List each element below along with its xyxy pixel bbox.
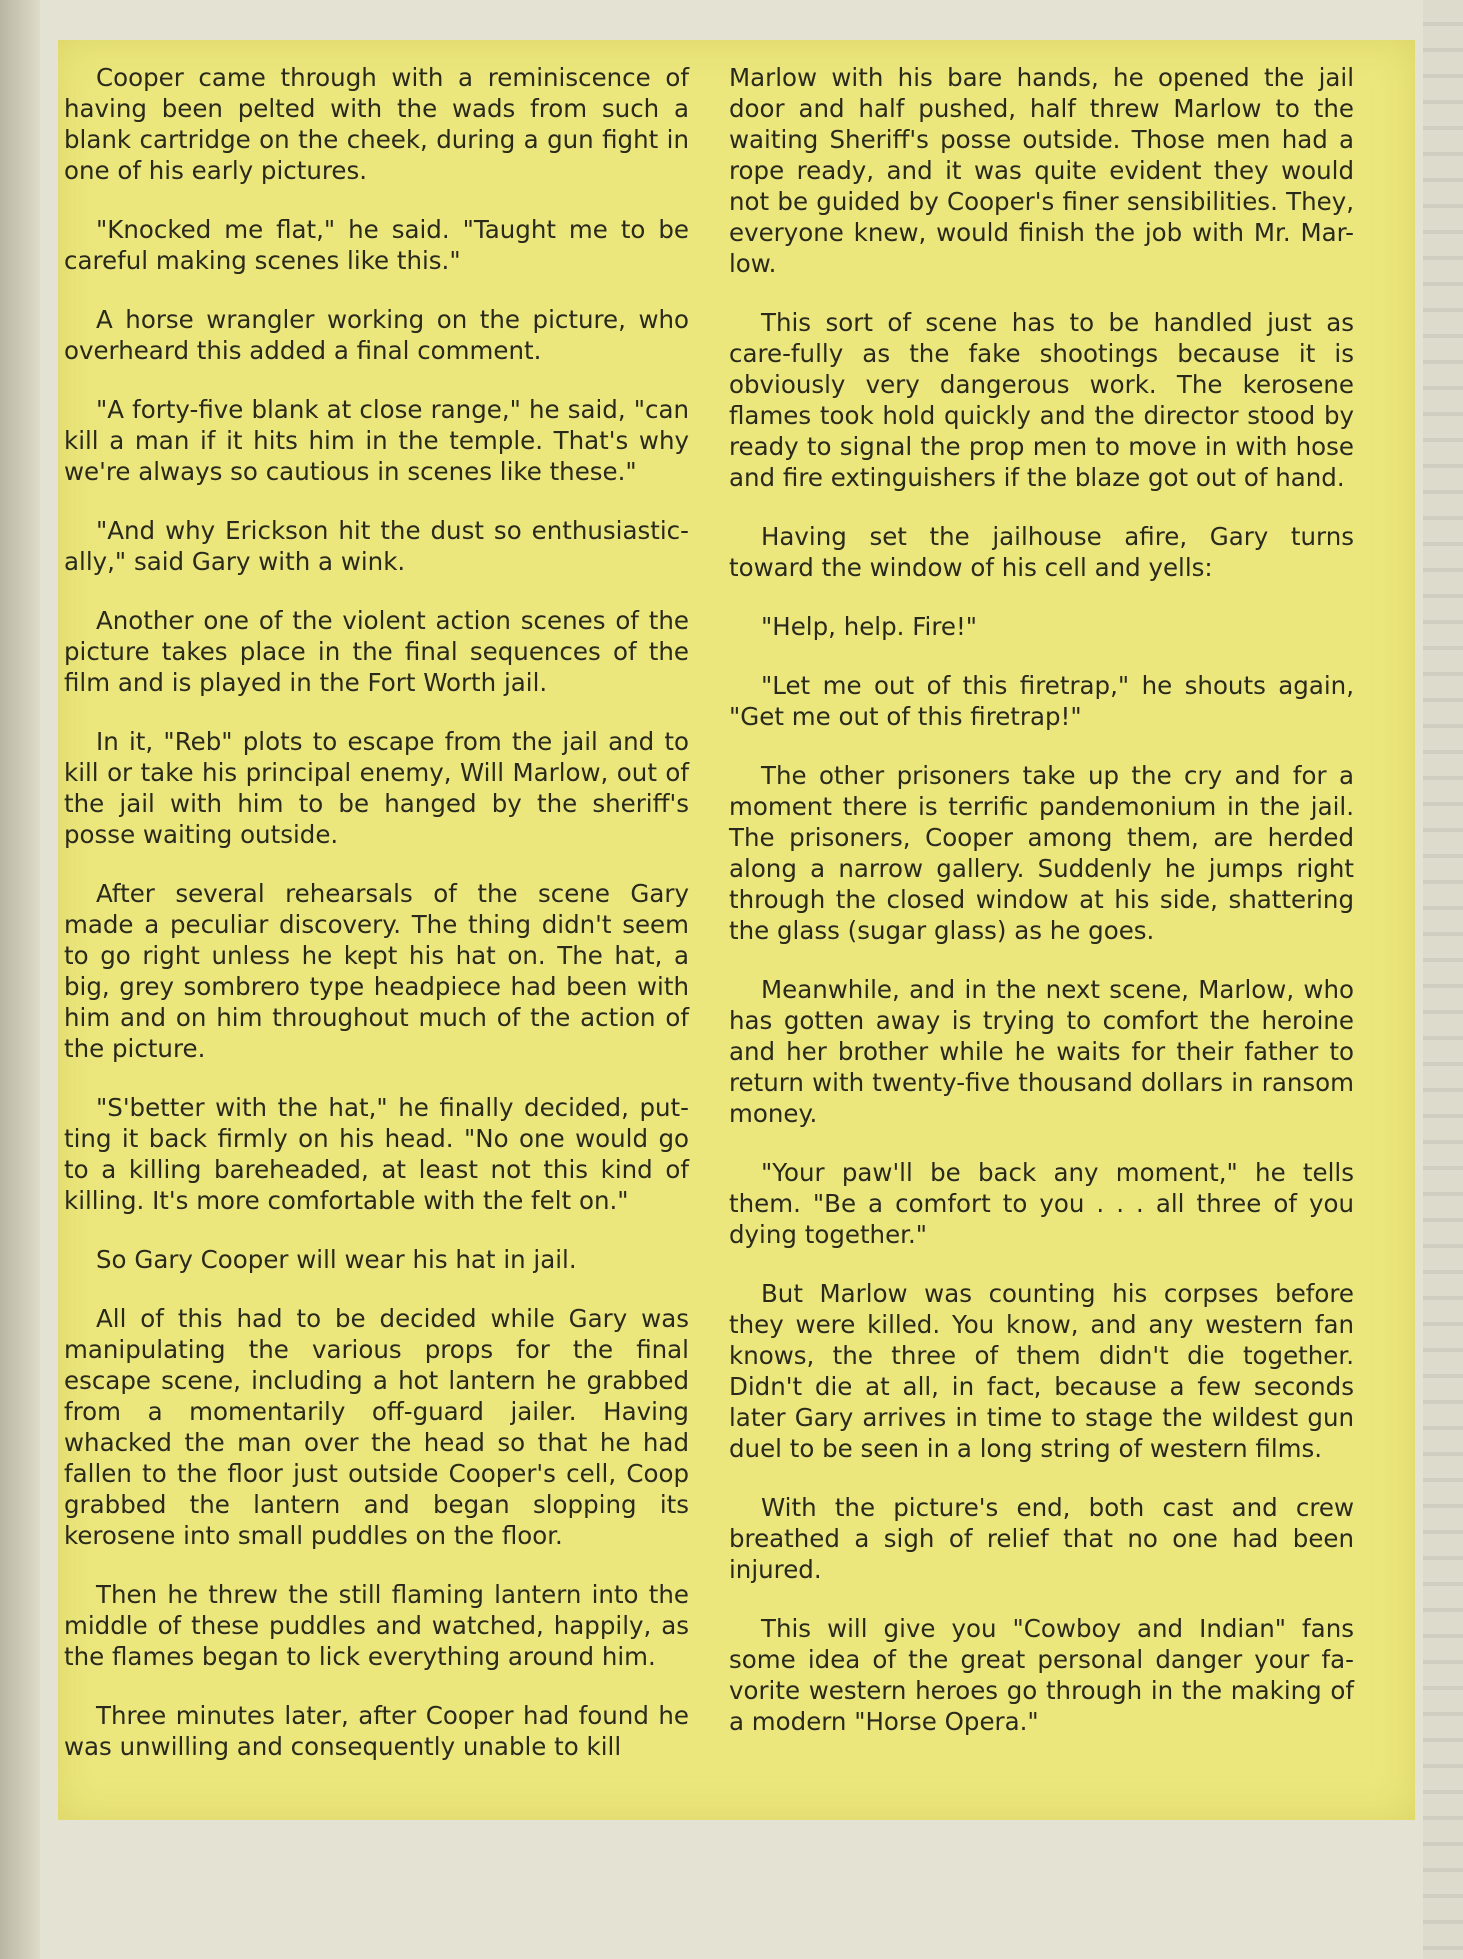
paragraph: "A forty-five blank at close range," he said, "can kill a man if it hits him in the temple. That's why we're always so cautious in scenes like these." bbox=[64, 395, 689, 486]
paragraph: Cooper came through with a reminiscence of having been pelted with the wads from such a blank cartridge on the cheek, during a gun fight in one of his early pictures. bbox=[64, 63, 689, 185]
paragraph: "And why Erickson hit the dust so enthusiastic-ally," said Gary with a wink. bbox=[64, 516, 689, 576]
paragraph: But Marlow was counting his corpses before they were killed. You know, and any western fan knows, the three of them didn't die together. Didn't die at all, in fact, because a few seconds later Gary arrives in time to stage the wildest gun duel to be seen in a long string of western films. bbox=[729, 1279, 1354, 1463]
paragraph: "Knocked me flat," he said. "Taught me to be careful making scenes like this." bbox=[64, 215, 689, 275]
paragraph: Then he threw the still flaming lantern into the middle of these puddles and watched, happily, as the flames began to lick everything around him. bbox=[64, 1580, 689, 1671]
paragraph: Having set the jailhouse afire, Gary turns toward the window of his cell and yells: bbox=[729, 522, 1354, 582]
article-column-left bbox=[64, 62, 689, 1790]
paragraph: "Your paw'll be back any moment," he tells them. "Be a comfort to you . . . all three of you dying together." bbox=[729, 1158, 1354, 1249]
article-column-right bbox=[729, 62, 1354, 1765]
paragraph: All of this had to be decided while Gary was manipulating the various props for the final escape scene, including a hot lantern he grabbed from a momentarily off-guard jailer. Having whacked the man over the head so that he had fallen to the floor just outside Cooper's cell, Coop grabbed the lantern and began slopping its kerosene into small puddles on the floor. bbox=[64, 1304, 689, 1550]
paragraph: So Gary Cooper will wear his hat in jail. bbox=[96, 1245, 577, 1274]
paragraph: With the picture's end, both cast and crew breathed a sigh of relief that no one had been injured. bbox=[729, 1493, 1354, 1584]
paragraph: In it, "Reb" plots to escape from the jail and to kill or take his principal enemy, Will Marlow, out of the jail with him to be hanged by the sheriff's posse waiting outside. bbox=[64, 727, 689, 849]
paragraph: "S'better with the hat," he finally decided, put-ting it back firmly on his head. "No one would go to a killing bareheaded, at least not this kind of killing. It's more comfortable with the felt on." bbox=[64, 1093, 689, 1215]
paragraph: "Let me out of this firetrap," he shouts again, "Get me out of this firetrap!" bbox=[729, 671, 1354, 731]
page-right-margin bbox=[1423, 0, 1463, 1959]
paragraph: This will give you "Cowboy and Indian" fans some idea of the great personal danger your fa-vorite western heroes go through in the making of a modern "Horse Opera." bbox=[729, 1614, 1354, 1736]
paragraph: The other prisoners take up the cry and for a moment there is terrific pandemonium in the jail. The prisoners, Cooper among them, are herded along a narrow gallery. Suddenly he jumps right through the closed window at his side, shattering the glass (sugar glass) as he goes. bbox=[729, 761, 1354, 945]
article-text-panel bbox=[58, 40, 1415, 1820]
paragraph: Meanwhile, and in the next scene, Marlow, who has gotten away is trying to comfort the heroine and her brother while he waits for their father to return with twenty-five thousand dollars in ransom money. bbox=[729, 975, 1354, 1128]
paragraph: Three minutes later, after Cooper had found he was unwilling and consequently unable to kill bbox=[64, 1701, 689, 1761]
paragraph: "Help, help. Fire!" bbox=[761, 612, 978, 641]
paragraph: Marlow with his bare hands, he opened the jail door and half pushed, half threw Marlow to the waiting Sheriff's posse outside. Those men had a rope ready, and it was quite evident they would not be guided by Cooper's finer sensibilities. They, everyone knew, would finish the job with Mr. Mar-low. bbox=[729, 63, 1354, 278]
page-binding-edge bbox=[0, 0, 40, 1959]
paragraph: This sort of scene has to be handled just as care-fully as the fake shootings because it is obviously very dangerous work. The kerosene flames took hold quickly and the director stood by ready to signal the prop men to move in with hose and fire extinguishers if the blaze got out of hand. bbox=[729, 308, 1354, 492]
paragraph: After several rehearsals of the scene Gary made a peculiar discovery. The thing didn't seem to go right unless he kept his hat on. The hat, a big, grey sombrero type headpiece had been with him and on him throughout much of the action of the picture. bbox=[64, 879, 689, 1063]
paragraph: A horse wrangler working on the picture, who overheard this added a final comment. bbox=[64, 305, 689, 365]
paragraph: Another one of the violent action scenes of the picture takes place in the final sequences of the film and is played in the Fort Worth jail. bbox=[64, 606, 689, 697]
